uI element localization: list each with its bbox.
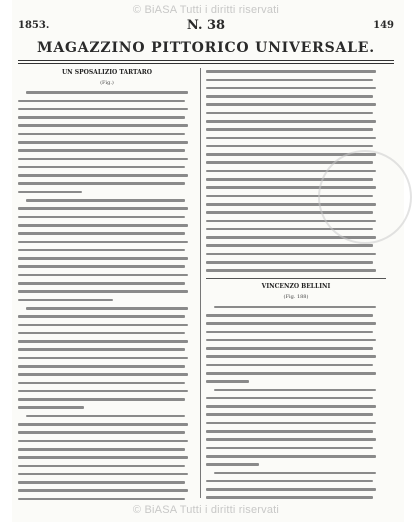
page-header [18,18,394,34]
text-line [206,378,386,386]
text-line [18,106,196,114]
text-line [18,421,196,429]
text-line [206,403,386,411]
text-line [18,255,196,263]
text-line [206,134,386,142]
text-line [206,353,386,361]
section-subtitle: (Fig. 188) [283,294,309,301]
page-number: 149 [373,20,394,31]
text-line [18,288,196,296]
text-line [18,338,196,346]
header-year: 1853. [18,20,50,31]
right-column [206,68,386,500]
text-line [18,462,196,470]
text-line [206,386,386,394]
text-line [18,222,196,230]
text-line [18,280,196,288]
text-line [18,305,196,313]
text-line [18,313,196,321]
text-line [18,330,196,338]
left-column [18,68,196,500]
text-line [18,371,196,379]
text-line [18,164,196,172]
watermark-bottom: © BiASA Tutti i diritti riservati [132,504,280,516]
text-line [18,139,196,147]
text-line [206,259,386,267]
issue-number: N. 38 [186,18,226,33]
text-line [18,429,196,437]
text-line [18,122,196,130]
text-line [206,453,386,461]
text-line [206,411,386,419]
text-line [18,172,196,180]
text-line [18,496,196,500]
text-line [206,337,386,345]
text-line [18,296,196,304]
text-line [206,126,386,134]
masthead-rule-top [18,60,394,61]
text-line [206,101,386,109]
text-line [206,428,386,436]
right-column-text-bottom [206,303,386,500]
text-line [206,486,386,494]
article-title: UN SPOSALIZIO TARTARO [61,69,153,76]
text-line [18,147,196,155]
text-line [206,312,386,320]
text-line [18,388,196,396]
text-line [18,197,196,205]
text-line [206,328,386,336]
text-line [206,420,386,428]
text-line [18,437,196,445]
left-column-text [18,89,196,500]
text-line [18,454,196,462]
text-line [18,479,196,487]
text-line [18,263,196,271]
text-line [18,247,196,255]
text-line [206,109,386,117]
text-line [18,205,196,213]
masthead-title: MAGAZZINO PITTORICO UNIVERSALE. [37,40,375,56]
text-line [18,130,196,138]
text-line [206,303,386,311]
text-line [18,213,196,221]
text-line [18,89,196,97]
text-line [18,471,196,479]
text-line [206,395,386,403]
text-line [206,370,386,378]
text-line [206,494,386,500]
text-line [206,118,386,126]
watermark-top: © BiASA Tutti i diritti riservati [132,4,280,16]
text-line [206,478,386,486]
text-line [206,93,386,101]
text-line [206,461,386,469]
text-line [18,272,196,280]
text-line [18,189,196,197]
text-line [18,446,196,454]
text-line [18,321,196,329]
text-line [206,68,386,76]
text-line [18,487,196,495]
text-line [18,379,196,387]
text-line [206,251,386,259]
text-line [206,345,386,353]
article-subtitle: (Fig.) [100,80,114,86]
text-line [18,114,196,122]
text-line [206,267,386,275]
text-line [206,436,386,444]
masthead-rule-bottom [18,63,394,64]
text-line [206,362,386,370]
text-line [18,355,196,363]
text-line [18,363,196,371]
text-line [18,180,196,188]
text-line [206,469,386,477]
text-line [18,230,196,238]
text-line [18,404,196,412]
text-line [206,444,386,452]
text-line [18,238,196,246]
text-line [18,396,196,404]
text-line [18,155,196,163]
text-line [18,413,196,421]
section-rule [206,278,386,279]
text-line [18,97,196,105]
text-line [206,76,386,84]
section-title: VINCENZO BELLINI [261,283,331,291]
column-divider [200,68,201,498]
text-line [206,320,386,328]
text-line [206,85,386,93]
library-stamp [318,150,412,244]
text-line [18,346,196,354]
